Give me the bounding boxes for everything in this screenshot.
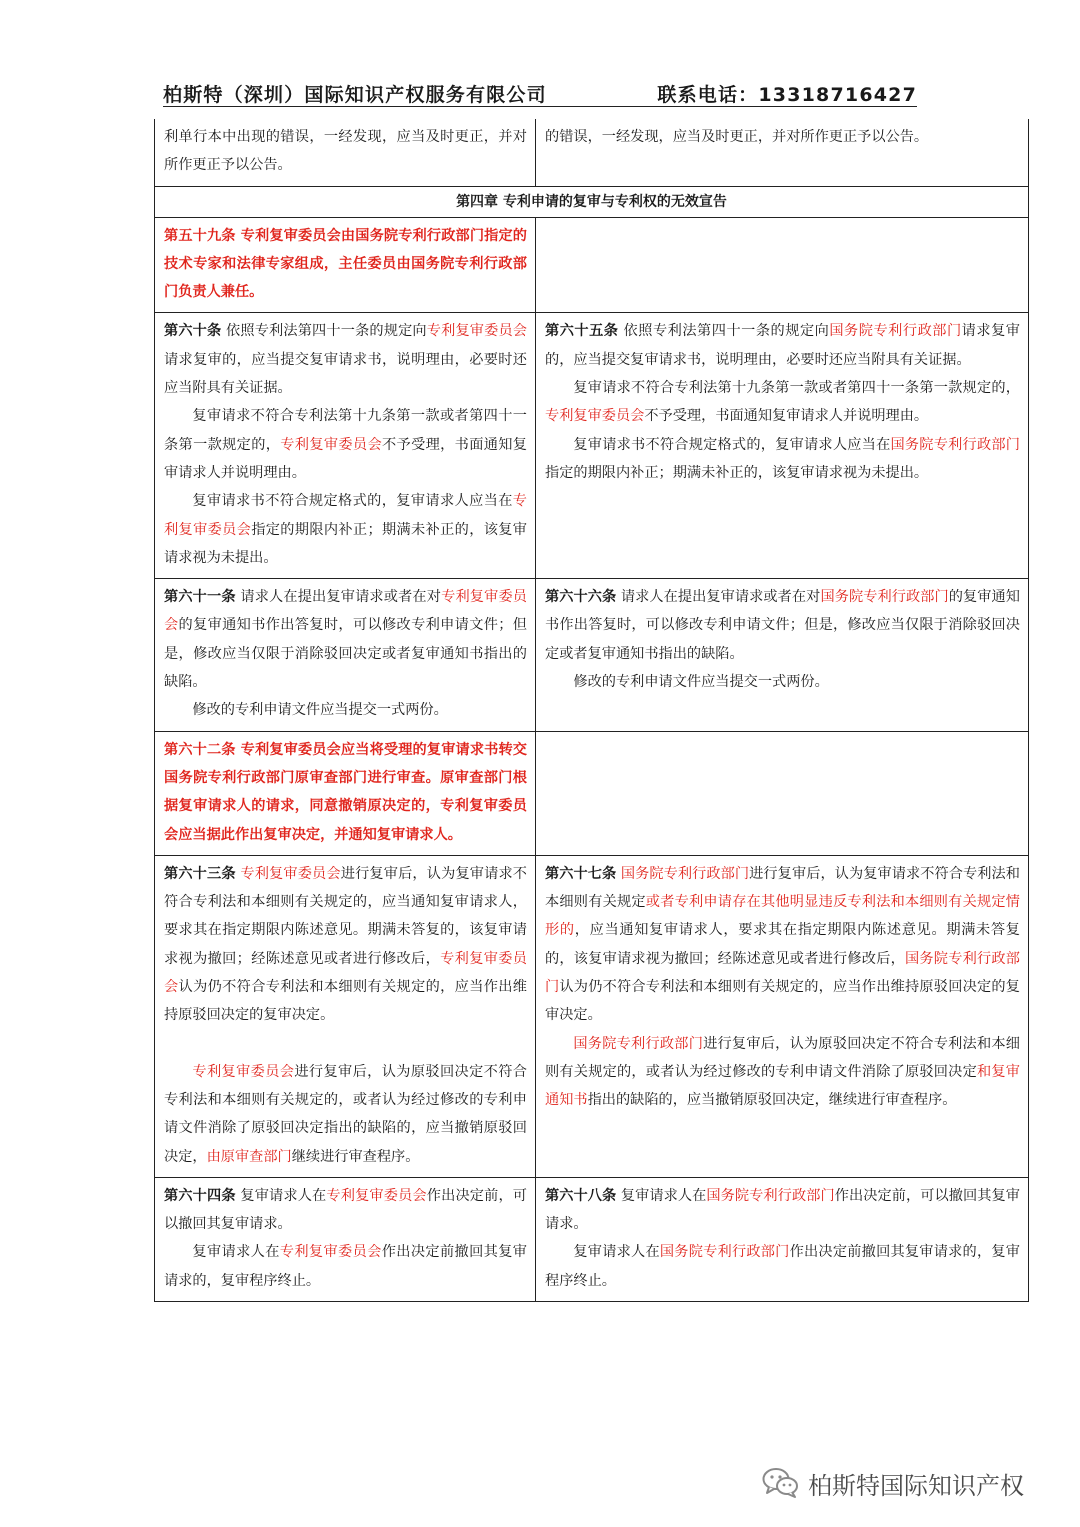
text-run: 不予受理，书面通知复审请求人并说明理由。 [164, 436, 527, 481]
article-65-p3 [545, 431, 1020, 488]
table-row [155, 313, 1029, 579]
highlight-text: 国务院专利行政部门 [890, 436, 1020, 453]
wechat-icon [762, 1467, 800, 1499]
text-run: ，应当通知复审请求人，要求其在指定期限内陈述意见。期满未答复的，该复审请求视为撤回；经陈述意见或者进行修改后， [545, 922, 1020, 967]
article-66-p2: 修改的专利申请文件应当提交一式两份。 [573, 674, 829, 691]
article-66-p1 [545, 583, 1020, 668]
highlight-text: 国务院专利行政部门 [616, 865, 750, 882]
article-number: 第六十一条 [164, 589, 236, 606]
text-run: 作出决定前，可以撤回其复审请求。 [545, 1187, 1020, 1233]
text-run: 请求人在提出复审请求或者在对 [616, 589, 821, 606]
text-run: 继续进行审查程序。 [291, 1148, 420, 1165]
article-61-p1 [164, 583, 527, 696]
article-67-p1 [545, 860, 1020, 1030]
article-number: 第六十八条 [545, 1187, 617, 1204]
table-cell-right [536, 313, 1029, 579]
text-run: 指定的期限内补正；期满未补正的，该复审请求视为未提出。 [164, 521, 527, 566]
text-run: 作出决定前撤回其复审请求的，复审程序终止。 [545, 1244, 1020, 1289]
table-cell-right [536, 119, 1029, 186]
text-run: 进行复审后，认为复审请求不符合专利法和本细则有关规定的，应当通知复审请求人，要求其在指定期限内陈述意见。期满未答复的，该复审请求视为撤回；经陈述意见或者进行修改后， [164, 865, 527, 967]
table-cell-right-empty [536, 731, 1029, 855]
table-cell-right [536, 1177, 1029, 1301]
article-67-p2 [545, 1030, 1020, 1115]
text-run: 复审请求人在 [616, 1187, 707, 1204]
text-run: 请求复审的，应当提交复审请求书，说明理由，必要时还应当附具有关证据。 [164, 351, 527, 397]
highlight-text: 专利复审委员会 [545, 408, 645, 425]
text-run: 请求人在提出复审请求或者在对 [235, 589, 442, 606]
text-run: 复审请求人在 [192, 1244, 280, 1261]
highlight-text: 专利复审委员会 [279, 1244, 382, 1261]
text-run: 认为仍不符合专利法和本细则有关规定的，应当作出维持原驳回决定的复审决定。 [164, 979, 527, 1024]
chapter-title: 第四章 专利申请的复审与专利权的无效宣告 [155, 186, 1029, 217]
table-row [155, 855, 1029, 1177]
highlight-text: 国务院专利行政部门 [659, 1244, 790, 1261]
text-run: 复审请求不符合专利法第十九条第一款或者第四十一条第一款规定的， [573, 380, 1020, 397]
highlight-text: 和复审通知书 [545, 1063, 1020, 1109]
text-run: 进行复审后，认为复审请求不符合专利法和本细则有关规定 [545, 865, 1020, 911]
table-cell-left [155, 217, 536, 313]
table-row [155, 119, 1029, 186]
text-run: 请求复审的，应当提交复审请求书，说明理由，必要时还应当附具有关证据。 [545, 323, 1020, 368]
article-63-p2 [164, 1058, 527, 1171]
page-header [163, 78, 917, 107]
text-run: 进行复审后，认为原驳回决定不符合专利法和本细则有关规定的，或者认为经过修改的专利申请文件消除了原驳回决定 [545, 1035, 1020, 1080]
highlight-text: 专利复审委员会 [326, 1187, 427, 1204]
highlight-text: 国务院专利行政部门 [545, 950, 1020, 996]
company-name: 柏斯特（深圳）国际知识产权服务有限公司 [163, 84, 547, 106]
article-63-p1 [164, 860, 527, 1030]
highlight-text: 专利复审委员会 [164, 493, 527, 538]
text-run: 复审请求人在 [235, 1187, 327, 1204]
table-row [155, 731, 1029, 855]
table-cell-left [155, 731, 536, 855]
table-cell-right [536, 855, 1029, 1177]
text-run: 复审请求人在 [573, 1244, 660, 1261]
watermark-text: 柏斯特国际知识产权 [808, 1471, 1024, 1500]
highlight-text: 专利复审委员会 [426, 323, 527, 340]
table-cell-left [155, 1177, 536, 1301]
table-cell-left [155, 119, 536, 186]
text-run: 指出的缺陷的，应当撤销原驳回决定，继续进行审查程序。 [587, 1092, 957, 1109]
article-65-p2 [545, 374, 1020, 431]
text-run: 作出决定前撤回其复审请求的，复审程序终止。 [164, 1244, 527, 1289]
article-60-p1 [164, 317, 527, 402]
text-run: 认为仍不符合专利法和本细则有关规定的，应当作出维持原驳回决定的复审决定。 [545, 979, 1020, 1024]
highlight-text: 专利复审委员会 [164, 950, 527, 996]
highlight-text: 专利复审委员会 [164, 589, 527, 634]
highlight-text: 国务院专利行政部门 [706, 1187, 835, 1204]
text-run: 的复审通知书作出答复时，可以修改专利申请文件；但是，修改应当仅限于消除驳回决定或者复审通知书指出的缺陷。 [164, 617, 527, 691]
watermark [762, 1465, 1024, 1501]
contact-phone: 联系电话：13318716427 [657, 84, 917, 106]
table-cell-right [536, 579, 1029, 731]
article-60-p2 [164, 402, 527, 487]
cell-text: 的错误，一经发现，应当及时更正，并对所作更正予以公告。 [545, 129, 929, 145]
highlight-text: 专利复审委员会 [280, 436, 382, 453]
table-cell-left [155, 855, 536, 1177]
article-68-p2 [545, 1238, 1020, 1295]
article-65-p1 [545, 317, 1020, 374]
highlight-text: 或者专利申请存在其他明显违反专利法和本细则有关规定情形的 [545, 894, 1020, 939]
text-run: 复审请求不符合专利法第十九条第一款或者第四十一条第一款规定的， [164, 408, 527, 453]
text-run: 的复审通知书作出答复时，可以修改专利申请文件；但是，修改应当仅限于消除驳回决定或者复审通知书指出的缺陷。 [545, 589, 1020, 662]
article-60-p3 [164, 487, 527, 572]
article-68-p1 [545, 1182, 1020, 1239]
article-number: 第六十六条 [545, 589, 617, 606]
text-run: 指定的期限内补正；期满未补正的，该复审请求视为未提出。 [545, 464, 929, 481]
highlight-text: 专利复审委员会 [235, 865, 341, 882]
table-row [155, 217, 1029, 313]
text-run: 依照专利法第四十一条的规定向 [618, 323, 830, 340]
highlight-text: 由原审查部门 [206, 1148, 292, 1165]
highlight-text: 专利复审委员会 [192, 1063, 295, 1080]
text-run: 依照专利法第四十一条的规定向 [221, 323, 427, 340]
article-59-text: 第五十九条 专利复审委员会由国务院专利行政部门指定的技术专家和法律专家组成，主任委员由国务院专利行政部门负责人兼任。 [164, 227, 527, 301]
table-row [155, 1177, 1029, 1301]
text-run: 作出决定前，可以撤回其复审请求。 [164, 1187, 527, 1233]
text-run: 复审请求书不符合规定格式的，复审请求人应当在 [573, 436, 891, 453]
table-cell-left [155, 313, 536, 579]
article-number: 第六十三条 [164, 865, 236, 882]
article-61-p2: 修改的专利申请文件应当提交一式两份。 [192, 702, 448, 719]
highlight-text: 国务院专利行政部门 [829, 323, 962, 340]
text-run: 进行复审后，认为原驳回决定不符合专利法和本细则有关规定的，或者认为经过修改的专利申请文件消除了原驳回决定指出的缺陷的，应当撤销原驳回决定， [164, 1063, 527, 1165]
article-number: 第六十五条 [545, 323, 619, 340]
highlight-text: 国务院专利行政部门 [820, 589, 949, 606]
text-run: 复审请求书不符合规定格式的，复审请求人应当在 [192, 493, 513, 510]
table-cell-right-empty [536, 217, 1029, 313]
article-number: 第六十四条 [164, 1187, 236, 1204]
highlight-text: 国务院专利行政部门 [573, 1035, 704, 1052]
article-64-p2 [164, 1238, 527, 1295]
comparison-table [154, 119, 1029, 1302]
table-row [155, 579, 1029, 731]
article-number: 第六十条 [164, 323, 222, 340]
cell-text: 利单行本中出现的错误，一经发现，应当及时更正，并对所作更正予以公告。 [164, 129, 527, 174]
text-run: 不予受理，书面通知复审请求人并说明理由。 [644, 408, 929, 425]
blank-line [164, 1030, 527, 1058]
section-row [155, 186, 1029, 217]
table-cell-left [155, 579, 536, 731]
article-62-text: 第六十二条 专利复审委员会应当将受理的复审请求书转交国务院专利行政部门原审查部门进行审查。原审查部门根据复审请求人的请求，同意撤销原决定的，专利复审委员会应当据此作出复审决定，并通知复审请求人。 [164, 741, 527, 843]
article-64-p1 [164, 1182, 527, 1239]
article-number: 第六十七条 [545, 865, 617, 882]
